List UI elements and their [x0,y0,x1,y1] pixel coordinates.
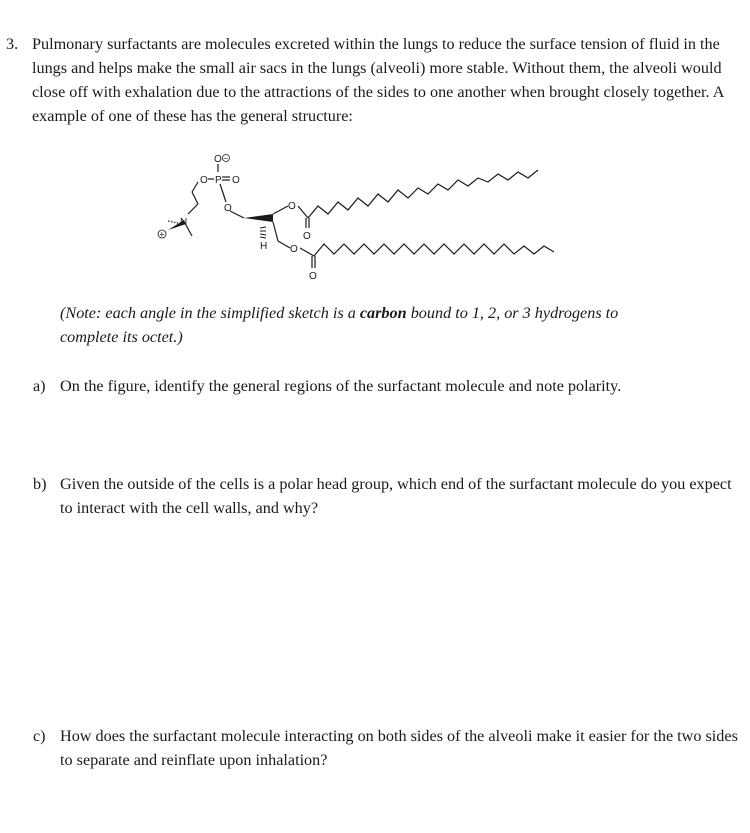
atom-p: P [215,175,222,186]
bond-choline-2 [192,192,198,204]
part-b-text: Given the outside of the cells is a polar head group, which end of the surfactant molecule do you expect to interact with the cell walls, and why? [60,475,732,517]
bond-glycerol-4 [278,241,290,248]
part-a-label: a) [33,377,46,395]
plus-charge-sign: + [159,229,165,240]
part-b-label: b) [33,475,47,493]
part-a-text: On the figure, identify the general regions of the surfactant molecule and note polarity. [60,377,622,395]
hashed-bond-h [260,227,266,238]
atom-o-ester-p: O [200,175,208,186]
bond-choline-1 [192,182,198,192]
note-suffix: bound to 1, 2, or 3 hydrogens to complete its octet.) [60,304,619,346]
fatty-acid-tail-lower [314,244,554,256]
atom-o-glycerol: O [224,203,232,214]
bond-p-o-glycerol [220,184,226,202]
bond-choline-3 [188,204,198,214]
question-number: 3. [6,35,19,53]
structure-svg [140,148,560,296]
bond-glycerol-2 [273,222,278,241]
question-intro [32,32,732,128]
part-c-text: How does the surfactant molecule interacting on both sides of the alveoli make it easier for the two sides to separate and reinflate upon inhalation? [60,727,738,769]
atom-o-minus: O [214,154,222,165]
wedge-bond-glycerol [244,214,273,222]
note-prefix: (Note: each angle in the simplified sketch is a [60,304,360,322]
bond-glycerol-3 [273,206,288,214]
question-intro-text: Pulmonary surfactants are molecules excreted within the lungs to reduce the surface tension of fluid in the lungs and helps make the small air sacs in the lungs (alveoli) more stable. Without them, the alveoli would close off with exhalation due to the attractions of the sides to one another when brought closely together. A example of one of these has the general structure: [32,35,724,125]
atom-o-carbonyl1: O [303,231,311,242]
atom-o-double: O [232,175,240,186]
atom-o-ester1: O [288,201,296,212]
surfactant-structure-figure [140,148,560,296]
bond-ester1-oc [298,206,308,218]
bond-n-methyl-hashed [168,221,178,223]
bond-glycerol-1 [230,211,244,218]
bond-ester2-oc [300,248,314,256]
note-bold-carbon: carbon [359,304,407,322]
figure-note [60,301,680,349]
minus-charge-sign: − [223,154,229,163]
atom-n: N [180,217,188,228]
atom-o-ester2: O [290,244,298,255]
atom-h: H [260,241,268,252]
part-c-label: c) [33,727,46,745]
fatty-acid-tail-upper [308,170,538,218]
atom-o-carbonyl2: O [309,271,317,282]
